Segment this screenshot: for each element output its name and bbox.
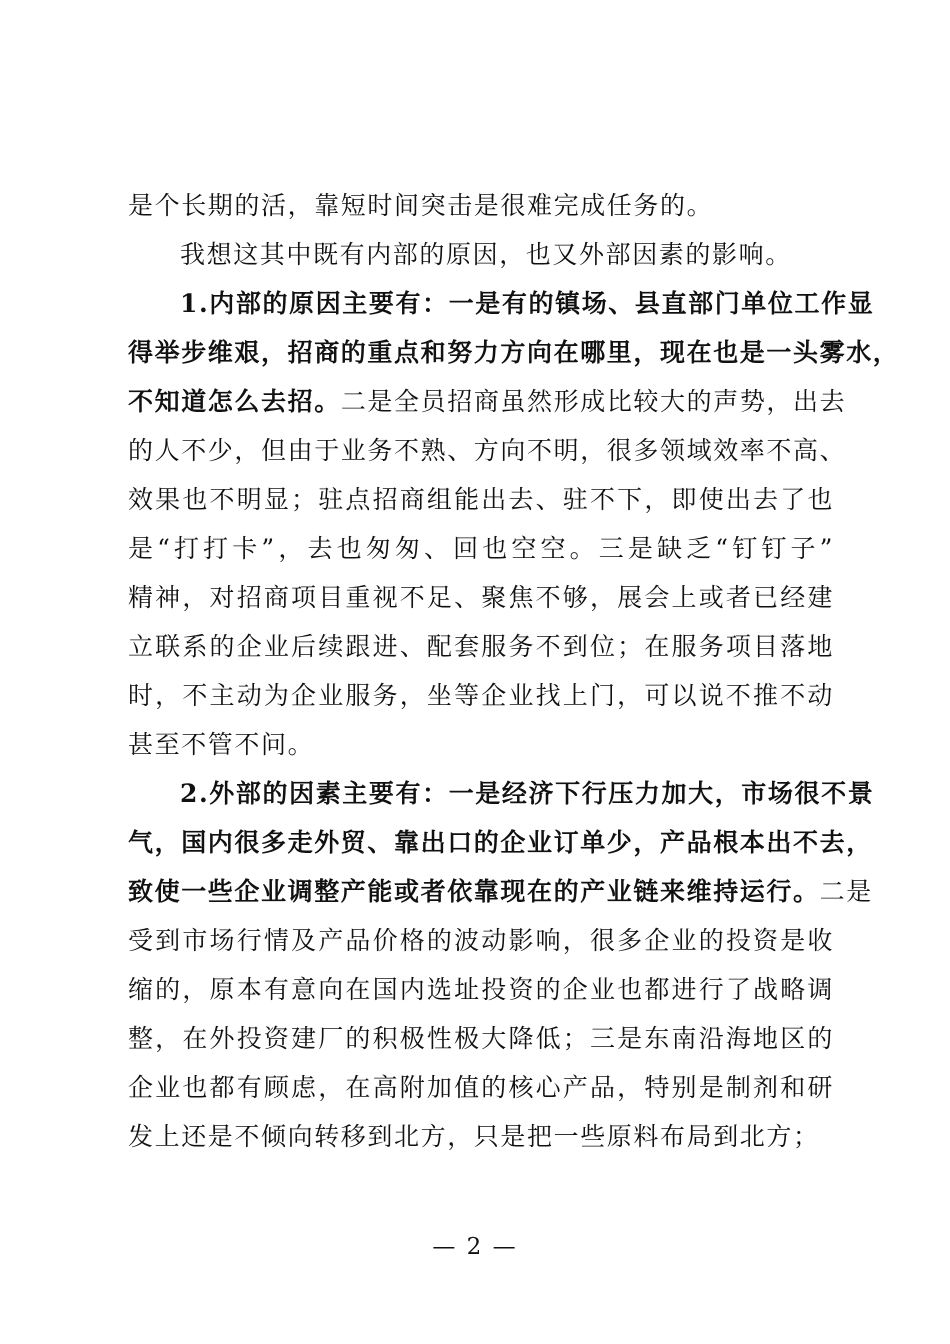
- text-run: 企业也都有顾虑，在高附加值的核心产品，特别是制剂和研: [128, 1073, 834, 1102]
- text-run: 缩的，原本有意向在国内选址投资的企业也都进行了战略调: [128, 975, 834, 1004]
- text-line: [128, 377, 847, 426]
- text-line: [128, 818, 873, 867]
- text-run: 立联系的企业后续跟进、配套服务不到位；在服务项目落地: [128, 632, 834, 661]
- text-line: [128, 573, 834, 622]
- text-run: 是个长期的活，靠短时间突击是很难完成任务的。: [128, 191, 714, 220]
- text-line: [128, 524, 834, 573]
- text-run: 精神，对招商项目重视不足、聚焦不够，展会上或者已经建: [128, 583, 834, 612]
- bold-text-run: 气，国内很多走外贸、靠出口的企业订单少，产品根本出不去，: [128, 828, 873, 857]
- text-run: 我想这其中既有内部的原因，也又外部因素的影响。: [180, 240, 792, 269]
- text-line: [128, 720, 834, 769]
- text-line: [128, 965, 834, 1014]
- text-run: 二是: [819, 877, 873, 906]
- text-line: [128, 230, 834, 279]
- text-line: [128, 867, 873, 916]
- text-line: [128, 426, 847, 475]
- text-run: 二是全员招商虽然形成比较大的声势，出去: [340, 387, 847, 416]
- bold-text-run: 2.外部的因素主要有：一是经济下行压力加大，市场很不景: [180, 779, 875, 808]
- page-number: — 2 —: [432, 1234, 518, 1260]
- bold-text-run: 致使一些企业调整产能或者依靠现在的产业链来维持运行。: [128, 877, 820, 906]
- text-line: [128, 181, 834, 230]
- text-run: 发上还是不倾向转移到北方，只是把一些原料布局到北方；: [128, 1122, 820, 1151]
- bold-text-run: 得举步维艰，招商的重点和努力方向在哪里，现在也是一头雾水，: [128, 338, 900, 367]
- text-line: [128, 671, 834, 720]
- text-line: [128, 1112, 834, 1161]
- body-text: [128, 181, 900, 1161]
- text-run: 受到市场行情及产品价格的波动影响，很多企业的投资是收: [128, 926, 834, 955]
- bold-text-run: 1.内部的原因主要有：一是有的镇场、县直部门单位工作显: [180, 289, 875, 318]
- text-run: 是“打打卡”，去也匆匆、回也空空。三是缺乏“钉钉子”: [128, 534, 834, 563]
- text-run: 的人不少，但由于业务不熟、方向不明，很多领域效率不高、: [128, 436, 847, 465]
- text-run: 整，在外投资建厂的积极性极大降低；三是东南沿海地区的: [128, 1024, 834, 1053]
- text-run: 时，不主动为企业服务，坐等企业找上门，可以说不推不动: [128, 681, 834, 710]
- text-line: [128, 1063, 834, 1112]
- text-line: [128, 279, 875, 328]
- text-line: [128, 475, 834, 524]
- text-line: [128, 328, 900, 377]
- text-line: [128, 1014, 834, 1063]
- text-run: 甚至不管不问。: [128, 730, 315, 759]
- text-line: [128, 622, 834, 671]
- text-run: 效果也不明显；驻点招商组能出去、驻不下，即使出去了也: [128, 485, 834, 514]
- text-line: [128, 916, 834, 965]
- bold-text-run: 不知道怎么去招。: [128, 387, 341, 416]
- text-line: [128, 769, 875, 818]
